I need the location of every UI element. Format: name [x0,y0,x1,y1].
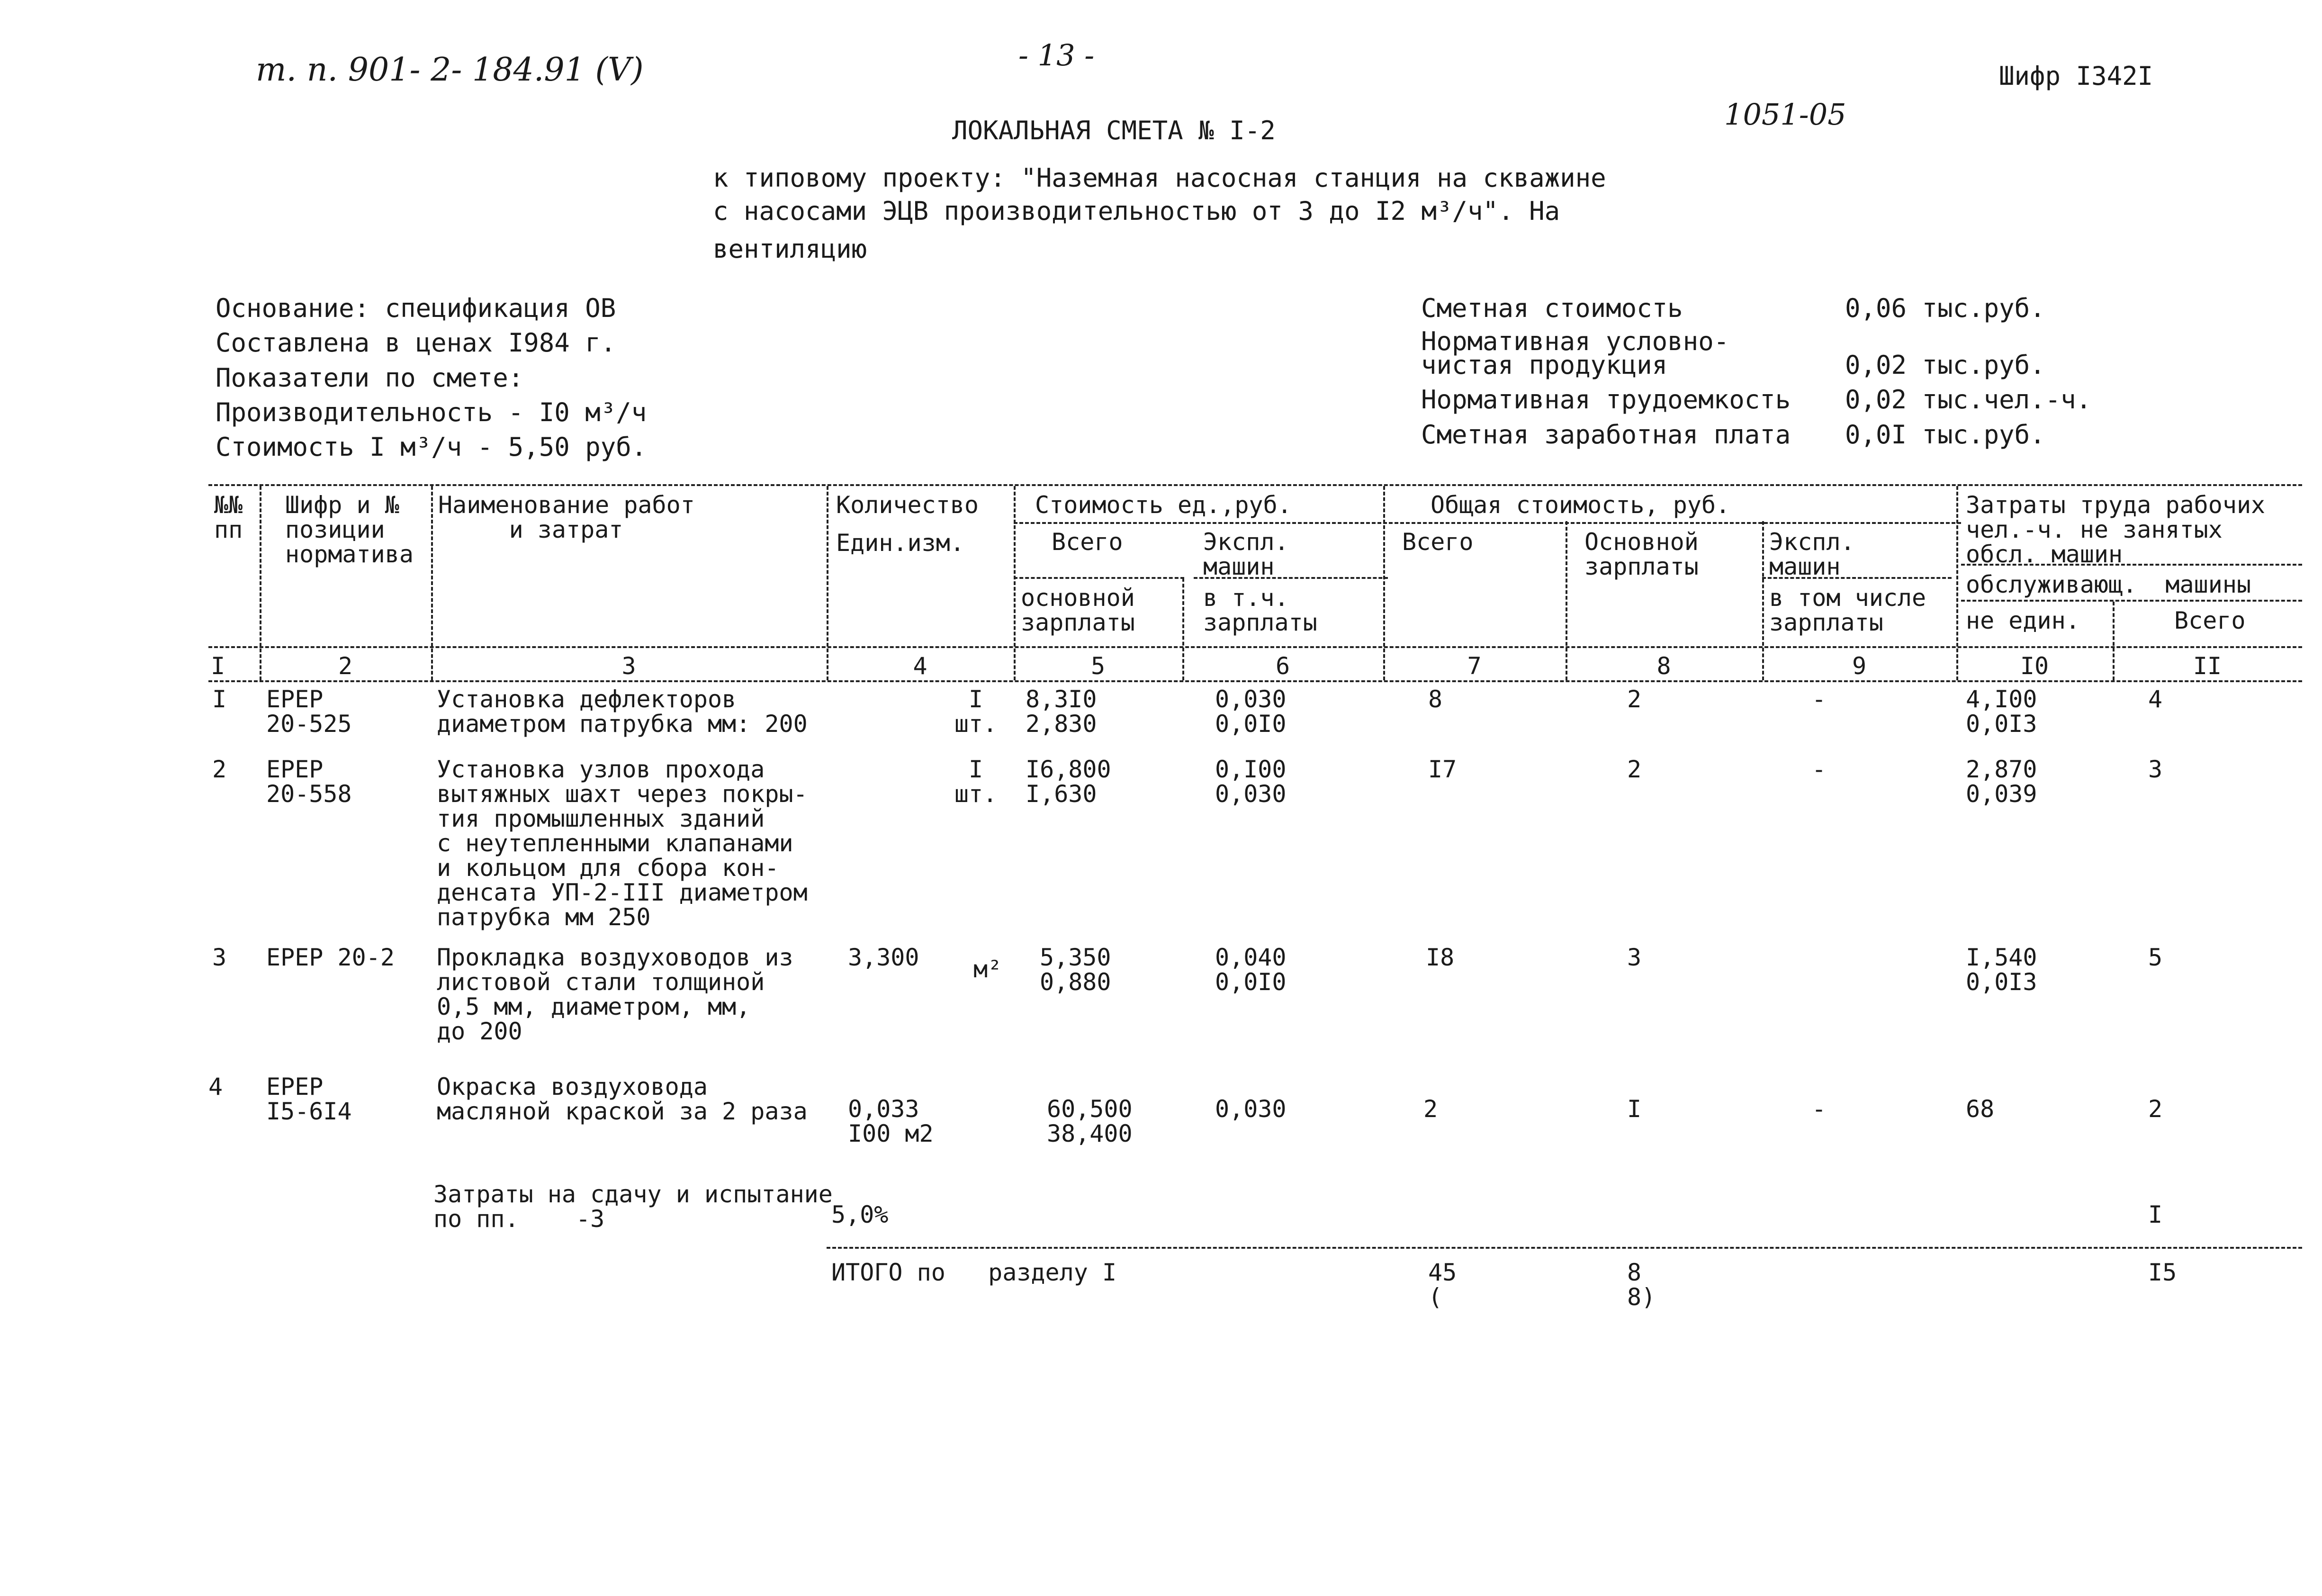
total-labor: I5 [2148,1259,2177,1286]
header-labor-total: Всего [2174,607,2246,634]
row-number: 4 [208,1073,223,1100]
row-machines: - [1812,756,1827,783]
row-unit-cost: 60,500 38,400 [1047,1095,1133,1147]
row-labor-total: 5 [2148,944,2163,971]
col-num-7: 7 [1467,652,1482,680]
header-col-code: Шифр и № позиции норматива [285,491,414,568]
info-product-value: 0,02 тыс.руб. [1845,350,2045,380]
col-num-5: 5 [1090,652,1106,680]
header-labor-per-unit: не един. [1966,607,2080,634]
row-basic-wage: 2 [1627,756,1642,783]
row-name: Установка узлов прохода вытяжных шахт через покры- тия промышленных зданий с неутепленными клапанами и кольцом для сбора кон- денсата УП-2-III диаметром патрубка мм 250 [437,756,808,931]
row-unit-cost: I6,800 I,630 [1026,756,1111,808]
header-col-name: Наименование работ и затрат [438,491,695,543]
row-machines: - [1812,685,1827,713]
subtitle-line-2: с насосами ЭЦВ производительностью от 3 до I2 м³/ч". На [713,196,1560,226]
header-col-number: №№ пп [214,491,243,543]
header-labor: Затраты труда рабочих чел.-ч. не занятых обсл. машин [1966,491,2266,568]
row-number: 3 [212,944,227,971]
row-total: 2 [1423,1095,1438,1123]
row-unit: I шт. [954,685,998,738]
info-product-label-2: чистая продукция [1421,350,1668,380]
row-labor-unit: I,540 0,0I3 [1966,944,2037,996]
info-estimate-label: Сметная стоимость [1421,293,1683,323]
shifr-code: Шифр I342I [1999,61,2153,91]
row-basic-wage: 3 [1627,944,1642,971]
info-wage-value: 0,0I тыс.руб. [1845,420,2045,450]
handwritten-reference: т. п. 901- 2- 184.91 (V) [256,51,644,89]
header-unit-cost-total: Всего [1052,528,1123,556]
header-unit: Един.изм. [836,529,964,557]
row-machines-cost: 0,030 [1215,1095,1287,1123]
row-unit: м² [973,956,1002,983]
header-total-machines: Экспл. машин [1769,528,1855,580]
col-num-3: 3 [621,652,636,680]
row-unit-cost: 8,3I0 2,830 [1026,685,1097,738]
subtitle-line-1: к типовому проекту: "Наземная насосная станция на скважине [713,163,1606,193]
header-total-incl-wage: в том числе зарплаты [1769,584,1926,636]
info-unit-cost: Стоимость I м³/ч - 5,50 руб. [216,432,647,462]
row-quantity: 0,033 I00 м2 [848,1095,934,1147]
row-code: ЕРЕР 20-2 [266,944,395,971]
col-num-11: II [2193,652,2222,680]
row-labor-total: 4 [2148,685,2163,713]
row-total: I7 [1428,756,1457,783]
row-unit-cost: 5,350 0,880 [1040,944,1111,996]
row-unit: I шт. [954,756,998,808]
col-num-1: I [210,652,225,680]
info-wage-label: Сметная заработная плата [1421,420,1791,450]
row-code: ЕРЕР I5-6I4 [266,1073,352,1125]
row-number: I [212,685,227,713]
row-name: Установка дефлекторов диаметром патрубка мм: 200 [437,685,808,738]
row-code: ЕРЕР 20-525 [266,685,352,738]
info-basis: Основание: спецификация ОВ [216,293,616,323]
col-num-2: 2 [338,652,353,680]
col-num-8: 8 [1656,652,1671,680]
extra-percent: 5,0% [831,1201,889,1228]
row-labor-total: 2 [2148,1095,2163,1123]
total-basic-wage: 8 8) [1627,1259,1656,1311]
header-quantity: Количество [836,491,979,519]
row-basic-wage: I [1627,1095,1642,1123]
row-labor-unit: 2,870 0,039 [1966,756,2037,808]
handwritten-code: 1051-05 [1724,97,1846,132]
extra-name: Затраты на сдачу и испытание по пп. -3 [433,1181,833,1233]
header-total-basic-wage: Основной зарплаты [1584,528,1699,580]
row-total: 8 [1428,685,1443,713]
subtitle-line-3: вентиляцию [713,234,867,264]
row-machines: - [1812,1095,1827,1123]
info-indicators: Показатели по смете: [216,363,524,393]
header-total-cost: Общая стоимость, руб. [1431,491,1730,519]
header-total-all: Всего [1402,528,1474,556]
row-labor-total: 3 [2148,756,2163,783]
extra-labor-total: I [2148,1201,2163,1228]
total-label: ИТОГО по разделу I [831,1259,1117,1286]
row-machines-cost: 0,040 0,0I0 [1215,944,1287,996]
info-product-label-1: Нормативная условно- [1421,326,1729,356]
col-num-4: 4 [913,652,927,680]
page-number: - 13 - [1018,38,1095,72]
header-labor-machines: обслуживающ. машины [1966,571,2251,598]
info-labor-value: 0,02 тыс.чел.-ч. [1845,385,2092,415]
row-total: I8 [1426,944,1455,971]
header-unit-cost-machines: Экспл. машин [1203,528,1289,580]
row-basic-wage: 2 [1627,685,1642,713]
info-productivity: Производительность - I0 м³/ч [216,397,647,427]
header-unit-cost: Стоимость ед.,руб. [1035,491,1292,519]
col-num-9: 9 [1852,652,1867,680]
row-machines-cost: 0,030 0,0I0 [1215,685,1287,738]
col-num-10: I0 [2020,652,2049,680]
col-num-6: 6 [1275,652,1290,680]
total-cost: 45 ( [1428,1259,1457,1311]
row-name: Окраска воздуховода масляной краской за 2 раза [437,1073,808,1125]
document-title: ЛОКАЛЬНАЯ СМЕТА № I-2 [952,116,1276,145]
row-quantity: 3,300 [848,944,919,971]
row-name: Прокладка воздуховодов из листовой стали толщиной 0,5 мм, диаметром, мм, до 200 [437,944,793,1045]
row-number: 2 [212,756,227,783]
header-unit-basic-wage: основной зарплаты [1021,584,1135,636]
row-machines-cost: 0,I00 0,030 [1215,756,1287,808]
row-code: ЕРЕР 20-558 [266,756,352,808]
info-prices: Составлена в ценах I984 г. [216,328,616,358]
row-labor-unit: 4,I00 0,0I3 [1966,685,2037,738]
info-labor-label: Нормативная трудоемкость [1421,385,1791,415]
info-estimate-value: 0,06 тыс.руб. [1845,293,2045,323]
header-unit-incl-wage: в т.ч. зарплаты [1203,584,1317,636]
row-labor-unit: 68 [1966,1095,1995,1123]
